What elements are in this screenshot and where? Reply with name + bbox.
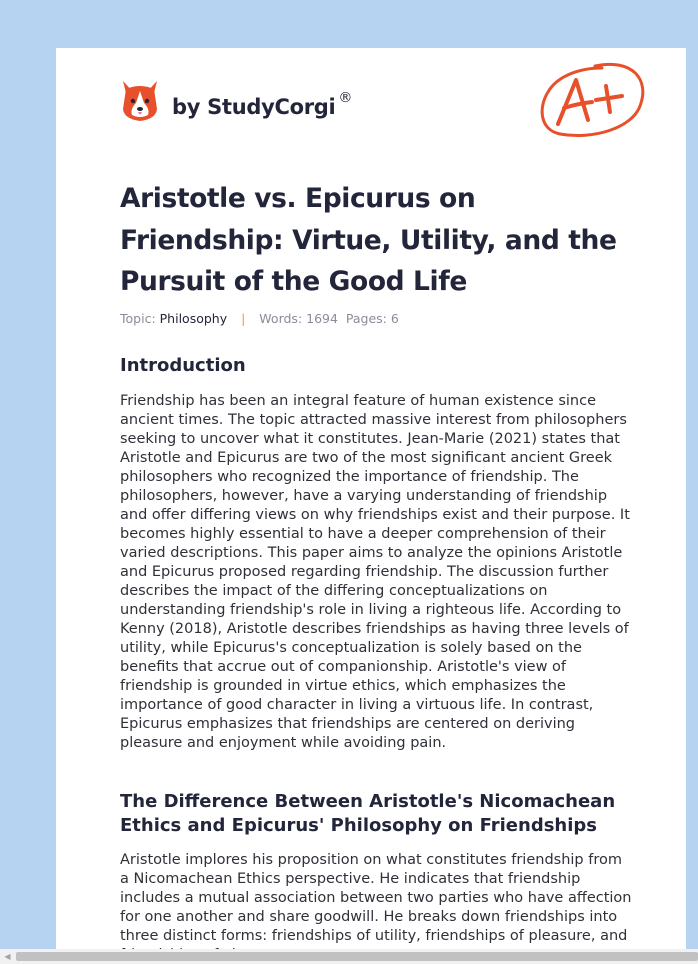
brand-name: [172, 90, 353, 119]
word-count: Words: 1694: [259, 311, 338, 326]
section-heading-introduction: Introduction: [120, 355, 246, 376]
brand-text: by StudyCorgi: [172, 95, 336, 119]
article-meta: [120, 311, 399, 326]
section-paragraph-difference: Aristotle implores his proposition on what constitutes friendship from a Nicomachean Ethics perspective. He indicates that friendship includes a mutual association between two parties who have affection for one another and share goodwill. He breaks down friendships into three distinct forms: friendships of utility, friendships of pleasure, and: [120, 852, 632, 944]
document-page: [56, 48, 686, 964]
section-heading-difference: The Difference Between Aristotle's Nicomachean Ethics and Epicurus' Philosophy on Friendships: [120, 791, 616, 836]
corgi-icon: [120, 79, 160, 123]
article-title: Aristotle vs. Epicurus on Friendship: Virtue, Utility, and the Pursuit of the Good Life: [120, 183, 617, 297]
meta-separator: |: [241, 311, 246, 326]
page-count: Pages: 6: [345, 311, 399, 326]
studycorgi-logo[interactable]: [120, 76, 352, 126]
horizontal-scrollbar[interactable]: [0, 949, 698, 964]
section-paragraph-introduction: Friendship has been an integral feature of human existence since ancient times. The topic attracted massive interest from philosophers seeking to uncover what it constitutes. Jean-Marie (2021) states that Aristotle and Epicurus are two of the most significant ancient Greek philosophers who recognized the importance of friendship. The philosophers, however, have a varying understanding of friendship and offer differing views on why friendships exist and their purpose. It becomes highly essential to have a deeper comprehension of their varied descriptions. This paper aims to analyze the opinions Aristotle and Epicurus proposed regarding friendship. The discussion further describes the impact of the differing conceptualizations on understanding friendship's role in living a righteous life. According to Kenny (2018), Aristotle describes friendships as having three levels of utility, while Epicurus's conceptualization is solely based on the benefits that accrue out of companionship. Aristotle's view of friendship is grounded in virtue ethics, which emphasizes the importance of good character in living a virtuous life. In contrast, Epicurus emphasizes that friendships are centered on deriving pleasure and enjoyment while avoiding pain.: [120, 393, 630, 751]
grade-badge-a-plus: [538, 58, 648, 140]
registered-mark: ®: [338, 90, 353, 106]
scroll-thumb[interactable]: [16, 952, 698, 961]
scroll-left-arrow-icon[interactable]: ◀: [4, 952, 11, 961]
topic-label: Topic:: [120, 311, 156, 326]
topic-link[interactable]: Philosophy: [159, 311, 228, 326]
